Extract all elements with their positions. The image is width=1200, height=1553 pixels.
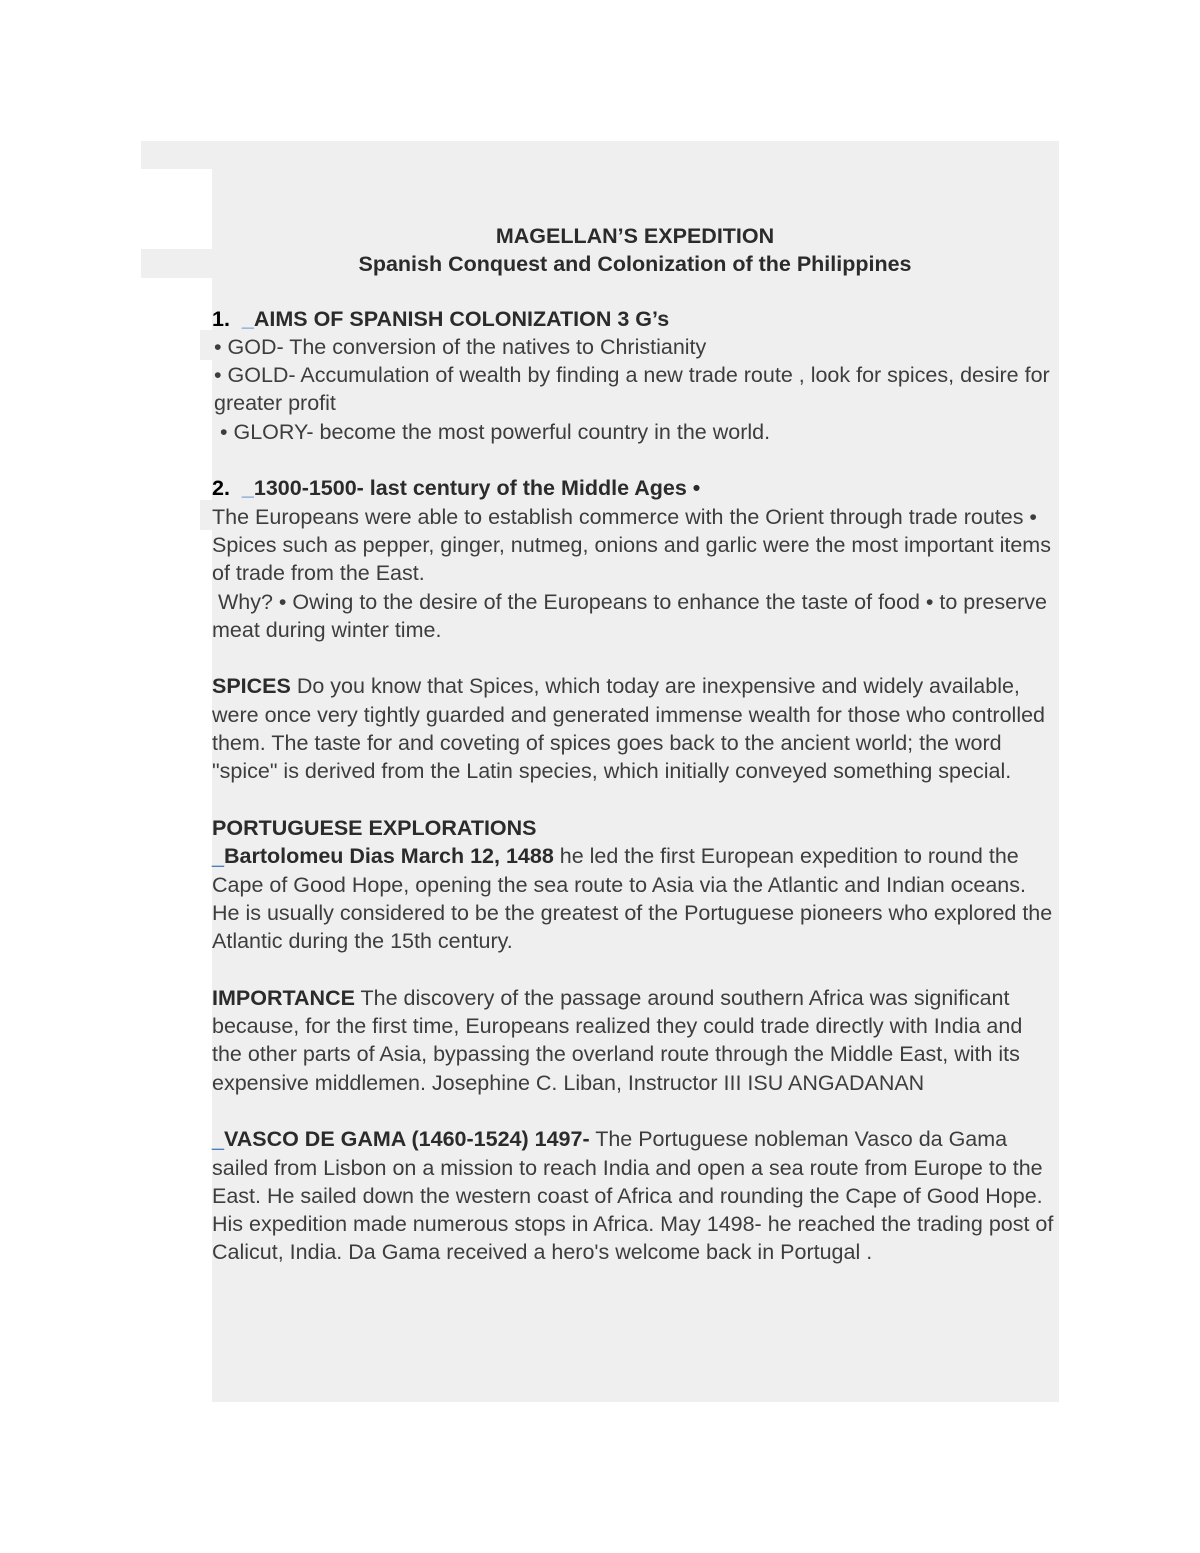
- list-number: 1.: [212, 306, 230, 331]
- dias-label: Bartolomeu Dias March 12, 1488: [223, 844, 554, 869]
- portuguese-heading: PORTUGUESE EXPLORATIONS: [212, 815, 537, 840]
- gama-label: VASCO DE GAMA (1460-1524) 1497-: [223, 1127, 590, 1152]
- bullet-gold: • GOLD- Accumulation of wealth by finding a new trade route , look for spices, desire for greater profit: [214, 363, 1050, 416]
- section-aims-heading: [212, 305, 1058, 333]
- paragraph-commerce: The Europeans were able to establish commerce with the Orient through trade routes • Spices such as pepper, ginger, nutmeg, onions and garlic were the most important items of trade from the East.: [212, 504, 1051, 586]
- heading-text: AIMS OF SPANISH COLONIZATION 3 G’s: [253, 306, 670, 331]
- margin-shade-top: [141, 141, 212, 169]
- paragraph-gama: [212, 1125, 1058, 1266]
- paragraph-dias: [212, 842, 1058, 955]
- paragraph-spices: [212, 672, 1058, 785]
- section-aims: [212, 305, 1058, 446]
- gama-text: The Portuguese nobleman Vasco da Gama sailed from Lisbon on a mission to reach India and open a sea route from Europe to the East. He sailed down the western coast of Africa and rounding the Cape of Good Hope. His expedition made numerous stops in Africa. May 1498- he reached the trading post of Calicut, India. Da Gama received a hero's welcome back in Portugal .: [212, 1127, 1054, 1265]
- heading-text: 1300-1500- last century of the Middle Ages •: [253, 476, 701, 501]
- number-shade-1: [200, 330, 212, 360]
- importance-text: The discovery of the passage around southern Africa was significant because, for the first time, Europeans realized they could trade directly with India and the other parts of Asia, bypassing the overland route through the Middle East, with its expensive middlemen. Josephine C. Liban, Instructor III ISU ANGADANAN: [212, 985, 1023, 1095]
- underscore-marker: _: [241, 476, 254, 501]
- underscore-marker: _: [212, 1127, 224, 1152]
- section-middle-ages: [212, 474, 1058, 644]
- number-shade-2: [200, 500, 212, 530]
- underscore-marker: _: [212, 844, 224, 869]
- margin-shade-mid: [141, 249, 212, 278]
- document-subtitle: Spanish Conquest and Colonization of the Philippines: [358, 252, 912, 277]
- section-middle-ages-heading: [212, 474, 1058, 502]
- paragraph-why: Why? • Owing to the desire of the Europeans to enhance the taste of food • to preserve meat during winter time.: [212, 589, 1053, 642]
- dias-text: he led the first European expedition to round the Cape of Good Hope, opening the sea route to Asia via the Atlantic and Indian oceans. He is usually considered to be the greatest of the Portuguese pioneers who explored the Atlantic during the 15th century.: [212, 844, 1053, 954]
- paragraph-importance: [212, 984, 1058, 1097]
- document-body: [212, 222, 1058, 1267]
- bullet-glory: • GLORY- become the most powerful country in the world.: [220, 419, 771, 444]
- importance-label: IMPORTANCE: [212, 985, 355, 1010]
- spices-text: Do you know that Spices, which today are inexpensive and widely available, were once very tightly guarded and generated immense wealth for those who controlled them. The taste for and coveting of spices goes back to the ancient world; the word "spice" is derived from the Latin species, which initially conveyed something special.: [212, 674, 1046, 784]
- bullet-god: • GOD- The conversion of the natives to Christianity: [214, 334, 707, 359]
- spices-label: SPICES: [212, 674, 291, 699]
- document-title: MAGELLAN’S EXPEDITION: [495, 224, 775, 248]
- list-number: 2.: [212, 476, 230, 501]
- underscore-marker: _: [241, 306, 254, 331]
